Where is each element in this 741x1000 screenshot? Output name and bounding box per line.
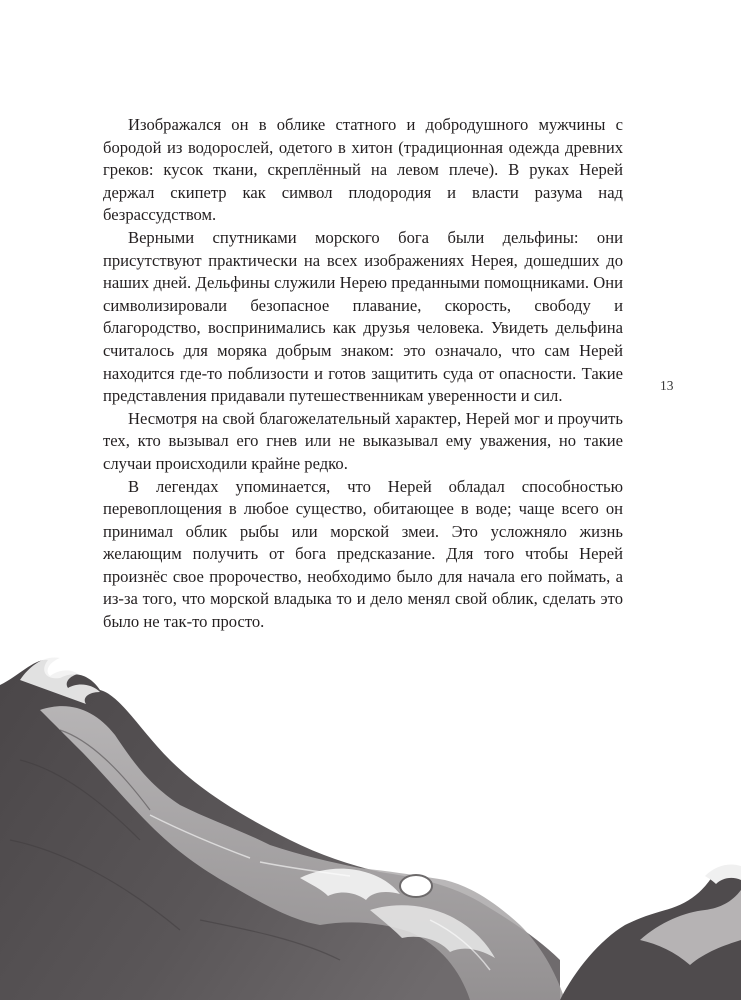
- wave-bubble: [400, 875, 432, 897]
- page-number: 13: [660, 378, 674, 393]
- body-text: [103, 114, 623, 634]
- paragraph-3: Несмотря на свой благожелательный характер, Нерей мог и проучить тех, кто вызывал его гнев или не выказывал ему уважения, но такие случаи происходили крайне редко.: [103, 408, 623, 473]
- wave-illustration: [0, 640, 741, 1000]
- paragraph-2: Верными спутниками морского бога были дельфины: они присутствуют практически на всех изображениях Нерея, дошедших до наших дней. Дельфины служили Нерею преданными помощниками. Они символизировали безопасное плавание, скорость, свободу и благородство, воспринимались как друзья человека. Увидеть дельфина считалось для моряка добрым знаком: это означало, что сам Нерей находится где-то поблизости и готов защитить суда от опасности. Такие представления придавали путешественникам уверенности и сил.: [103, 227, 623, 406]
- paragraph-1: Изображался он в облике статного и добродушного мужчины с бородой из водорослей, одетого в хитон (традиционная одежда древних греков: кусок ткани, скреплённый на левом плече). В руках Нерей держал скипетр как символ плодородия и власти разума над безрассудством.: [103, 115, 623, 225]
- paragraph-4: В легендах упоминается, что Нерей обладал способностью перевоплощения в любое существо, обитающее в воде; чаще всего он принимал облик рыбы или морской змеи. Это усложняло жизнь желающим получить от бога предсказание. Для того чтобы Нерей произнёс свое пророчество, необходимо было для начала его поймать, а из-за того, что морской владыка то и дело менял свой облик, сделать это было не так-то просто.: [103, 476, 623, 632]
